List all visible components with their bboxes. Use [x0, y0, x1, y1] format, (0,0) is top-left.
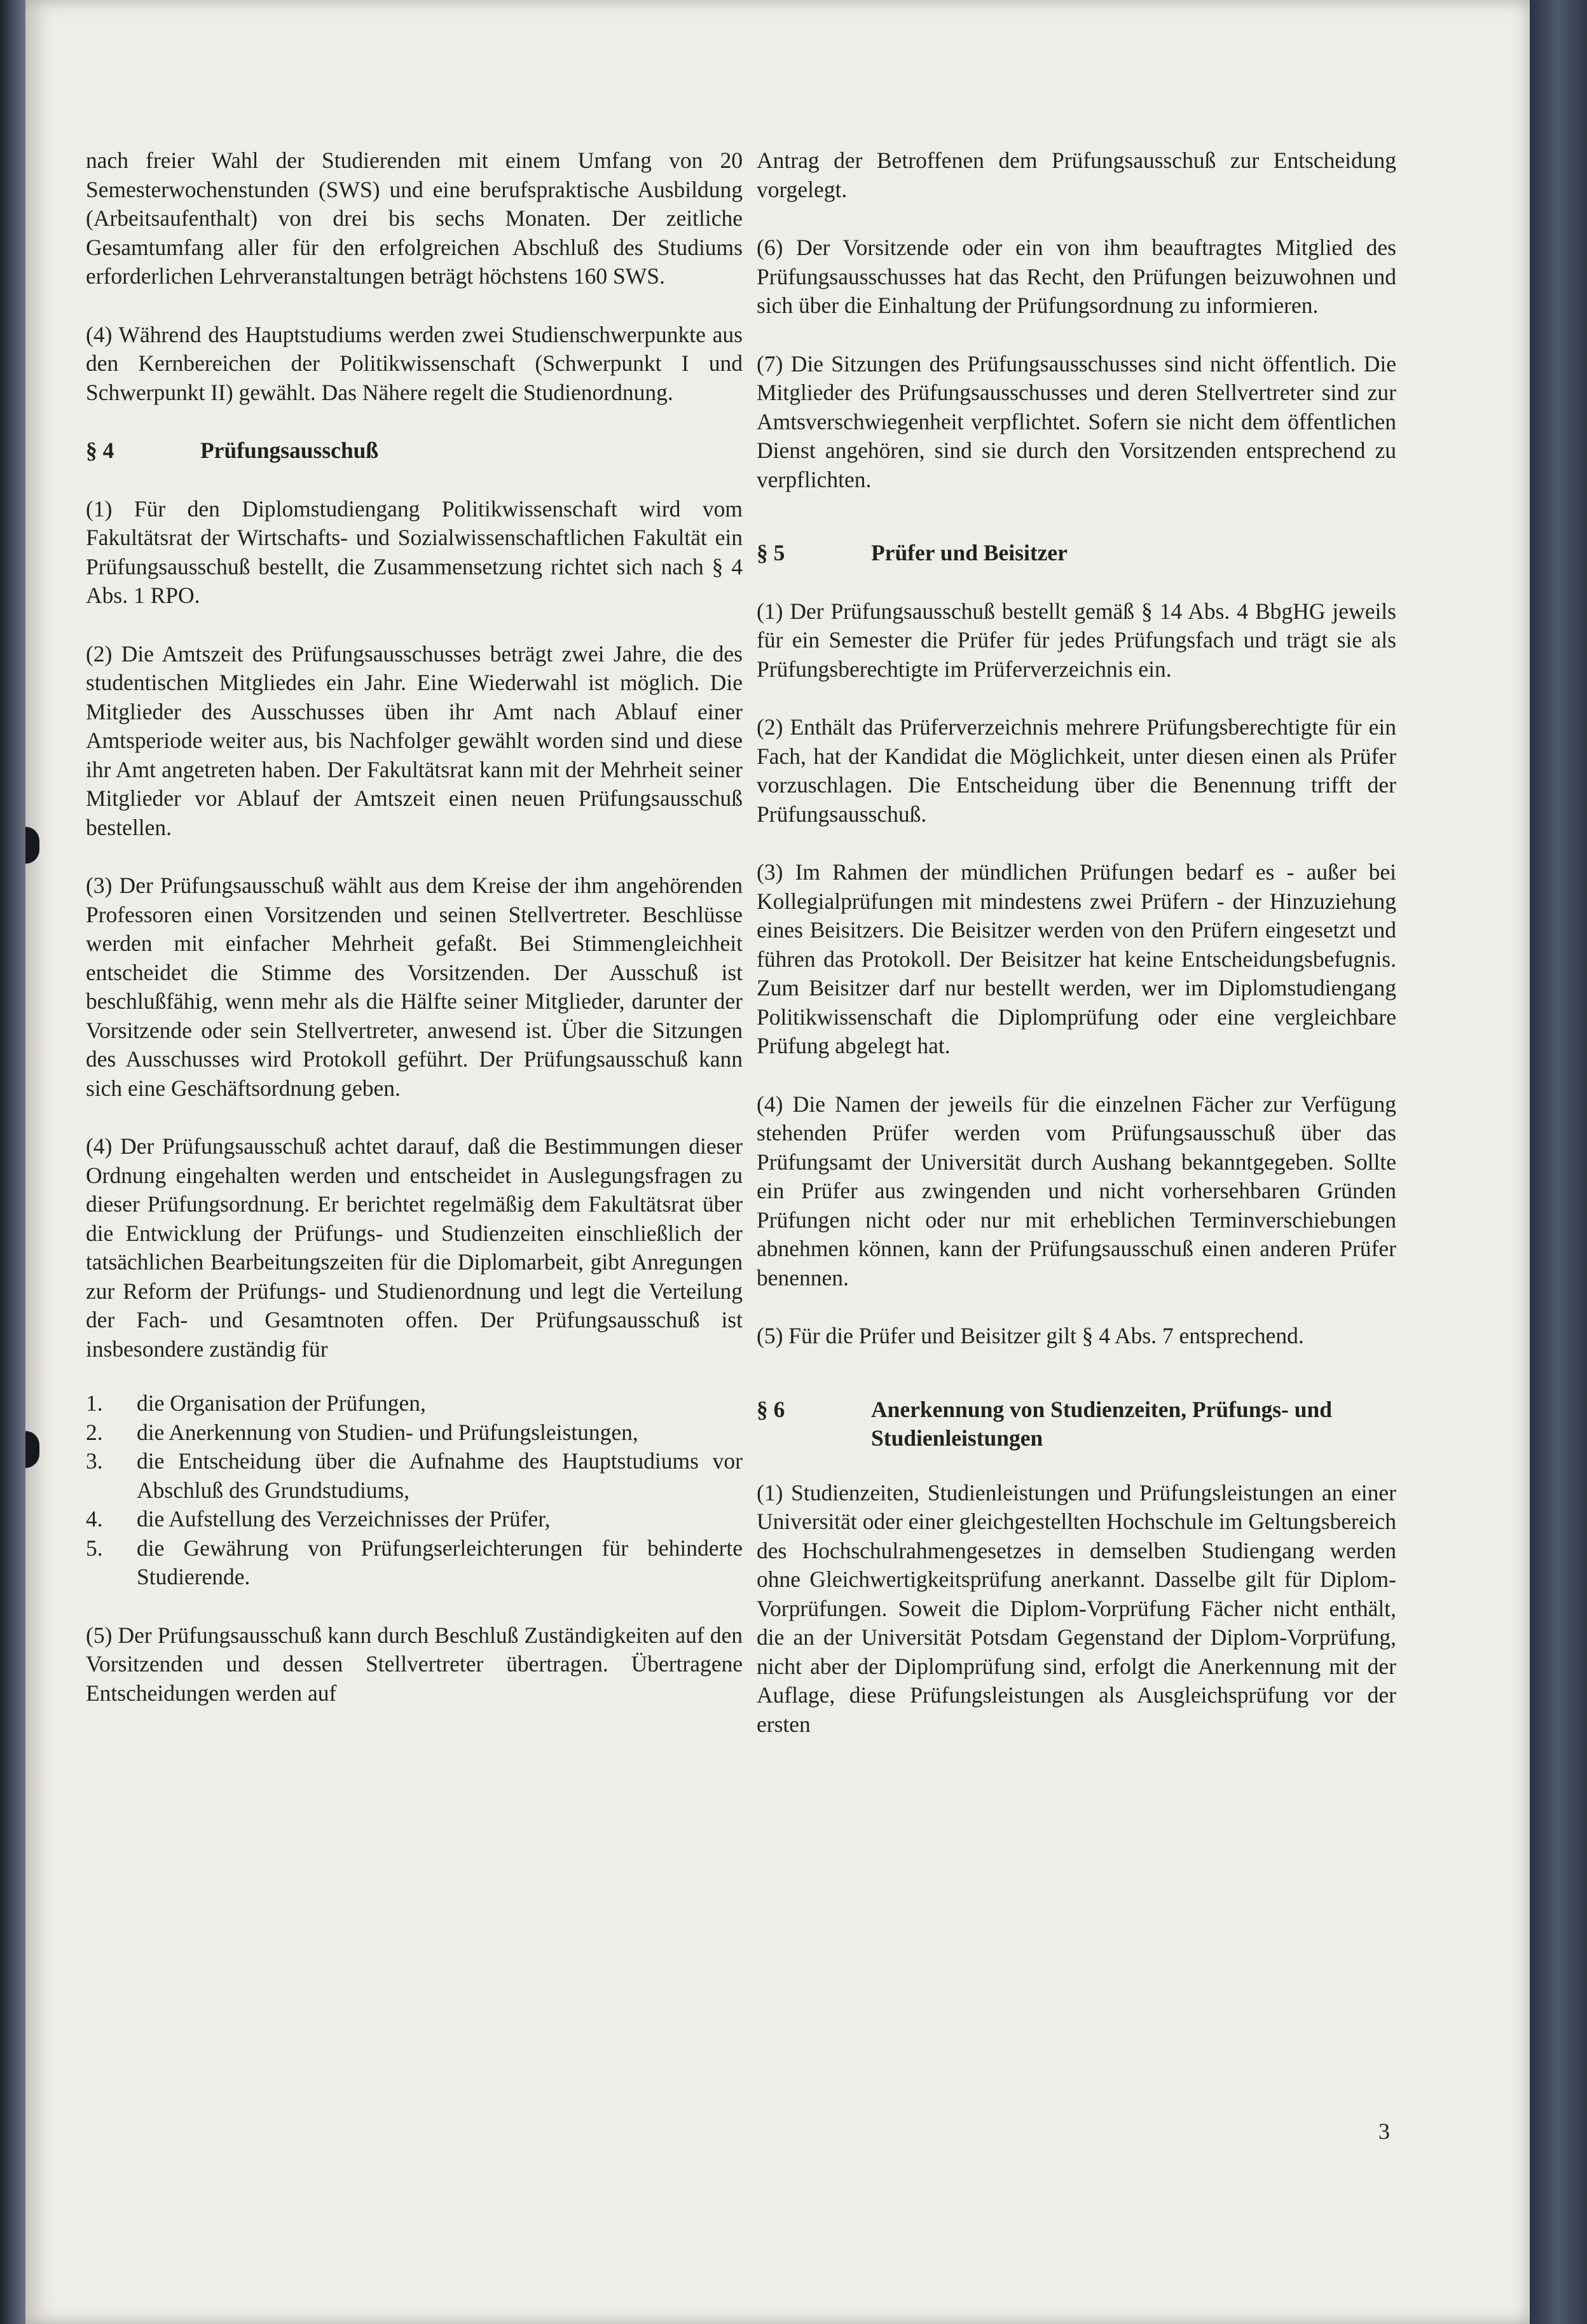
paragraph: (7) Die Sitzungen des Prüfungsausschusses sind nicht öffentlich. Die Mitglieder des Prüfungsausschusses und deren Stellvertreter sind zur Amtsverschwiegenheit verpflichtet. Sofern sie nicht dem öffentlichen Dienst angehören, sind sie durch den Vorsitzenden entsprechend zu verpflichten. — [757, 350, 1396, 492]
section-number: § 4 — [86, 438, 114, 463]
paragraph: (1) Der Prüfungsausschuß bestellt gemäß § 14 Abs. 4 BbgHG jeweils für ein Semester die Prüfer für jedes Prüfungsfach und trägt sie als Prüfungsberechtigte im Prüferverzeichnis ein. — [757, 598, 1396, 682]
section-heading-5 — [757, 539, 1396, 568]
section-title: Prüfer und Beisitzer — [871, 540, 1068, 565]
list-item: 5. die Gewährung von Prüfungserleichterungen für behinderte Studierende. — [86, 1535, 743, 1589]
paragraph: (6) Der Vorsitzende oder ein von ihm beauftragtes Mitglied des Prüfungsausschusses hat das Recht, den Prüfungen beizuwohnen und sich über die Einhaltung der Prüfungsordnung zu informieren. — [757, 235, 1396, 318]
binding-left-edge — [0, 0, 25, 2324]
section-number: § 5 — [757, 540, 785, 565]
list-item: 3. die Entscheidung über die Aufnahme des Hauptstudiums vor Abschluß des Grundstudiums, — [86, 1448, 743, 1503]
section-heading-4 — [86, 436, 743, 466]
paragraph: (2) Enthält das Prüferverzeichnis mehrere Prüfungsberechtigte für ein Fach, hat der Kandidat die Möglichkeit, unter diesen einen als Prüfer vorzuschlagen. Die Entscheidung über die Benennung trifft der Prüfungsausschuß. — [757, 714, 1396, 827]
list-item: 4. die Aufstellung des Verzeichnisses der Prüfer, — [86, 1506, 551, 1532]
paragraph: nach freier Wahl der Studierenden mit einem Umfang von 20 Semesterwochenstunden (SWS) und eine berufspraktische Ausbildung (Arbeitsaufenthalt) von drei bis sechs Monaten. Der zeitliche Gesamtumfang aller für den erfolgreichen Abschluß des Studiums erforderlichen Lehrveranstaltungen beträgt höchstens 160 SWS. — [86, 148, 743, 289]
book-cover-right-edge — [1530, 0, 1587, 2324]
paragraph: (2) Die Amtszeit des Prüfungsausschusses beträgt zwei Jahre, die des studentischen Mitgliedes ein Jahr. Eine Wiederwahl ist möglich. Die Mitglieder des Ausschusses üben ihr Amt nach Ablauf einer Amtsperiode weiter aus, bis Nachfolger gewählt worden sind und diese ihr Amt angetreten haben. Der Fakultätsrat kann mit der Mehrheit seiner Mitglieder vor Ablauf der Amtszeit einen neuen Prüfungsausschuß bestellen. — [86, 640, 743, 840]
enumerated-list — [86, 1389, 743, 1592]
paragraph: (4) Die Namen der jeweils für die einzelnen Fächer zur Verfügung stehenden Prüfer werden vom Prüfungsausschuß über das Prüfungsamt der Universität durch Aushang bekanntgegeben. Sollte ein Prüfer aus zwingenden und nicht vorhersehbaren Gründen Prüfungen nicht oder nur mit erheblichen Terminverschiebungen abnehmen können, kann der Prüfungsausschuß einen anderen Prüfer benennen. — [757, 1091, 1396, 1290]
section-heading-6 — [757, 1395, 1396, 1453]
right-column — [757, 146, 1396, 1768]
paragraph: (5) Der Prüfungsausschuß kann durch Beschluß Zuständigkeiten auf den Vorsitzenden und dessen Stellvertreter übertragen. Übertragene Entscheidungen werden auf — [86, 1622, 743, 1706]
paragraph: (3) Im Rahmen der mündlichen Prüfungen bedarf es - außer bei Kollegialprüfungen mit mindestens zwei Prüfern - der Hinzuziehung eines Beisitzers. Die Beisitzer werden von den Prüfern eingesetzt und führen das Protokoll. Der Beisitzer hat keine Entscheidungsbefugnis. Zum Beisitzer darf nur bestellt werden, wer im Diplomstudiengang Politikwissenschaft die Diplomprüfung oder eine vergleichbare Prüfung abgelegt hat. — [757, 859, 1396, 1058]
punch-hole-bottom — [25, 1431, 39, 1468]
section-number: § 6 — [757, 1396, 785, 1422]
paragraph: Antrag der Betroffenen dem Prüfungsausschuß zur Entscheidung vorgelegt. — [757, 148, 1396, 202]
paragraph: (1) Für den Diplomstudiengang Politikwissenschaft wird vom Fakultätsrat der Wirtschafts- und Sozialwissenschaftlichen Fakultät ein Prüfungsausschuß bestellt, die Zusammensetzung richtet sich nach § 4 Abs. 1 RPO. — [86, 495, 743, 608]
punch-hole-top — [25, 827, 39, 864]
section-title: Anerkennung von Studienzeiten, Prüfungs- und Studienleistungen — [871, 1396, 1332, 1451]
paragraph: (4) Der Prüfungsausschuß achtet darauf, daß die Bestimmungen dieser Ordnung eingehalten werden und entscheidet in Auslegungsfragen zu dieser Prüfungsordnung. Er berichtet regelmäßig dem Fakultätsrat über die Entwicklung der Prüfungs- und Studienzeiten einschließlich der tatsächlichen Bearbeitungszeiten für die Diplomarbeit, gibt Anregungen zur Reform der Prüfungs- und Studienordnung und legt die Verteilung der Fach- und Gesamtnoten offen. Der Prüfungsausschuß ist insbesondere zuständig für — [86, 1133, 743, 1362]
list-item: 2. die Anerkennung von Studien- und Prüfungsleistungen, — [86, 1419, 638, 1445]
paragraph: (5) Für die Prüfer und Beisitzer gilt § 4 Abs. 7 entsprechend. — [757, 1323, 1304, 1348]
list-item: 1. die Organisation der Prüfungen, — [86, 1390, 426, 1416]
paragraph: (1) Studienzeiten, Studienleistungen und Prüfungsleistungen an einer Universität oder einer gleichgestellten Hochschule im Geltungsbereich des Hochschulrahmengesetzes in demselben Studiengang werden ohne Gleichwertigkeitsprüfung anerkannt. Dasselbe gilt für Diplom-Vorprüfungen. Soweit die Diplom-Vorprüfung Fächer nicht enthält, die an der Universität Potsdam Gegenstand der Diplom-Vorprüfung, nicht aber der Diplomprüfung sind, erfolgt die Anerkennung mit der Auflage, diese Prüfungsleistungen als Ausgleichsprüfung vor der ersten — [757, 1479, 1396, 1737]
page-number: 3 — [1378, 2119, 1390, 2144]
section-title: Prüfungsausschuß — [200, 438, 379, 463]
document-page — [25, 0, 1530, 2324]
paragraph: (4) Während des Hauptstudiums werden zwei Studienschwerpunkte aus den Kernbereichen der Politikwissenschaft (Schwerpunkt I und Schwerpunkt II) gewählt. Das Nähere regelt die Studienordnung. — [86, 321, 743, 405]
left-column — [86, 146, 743, 1737]
paragraph: (3) Der Prüfungsausschuß wählt aus dem Kreise der ihm angehörenden Professoren einen Vorsitzenden und seinen Stellvertreter. Beschlüsse werden mit einfacher Mehrheit gefaßt. Bei Stimmengleichheit entscheidet die Stimme des Vorsitzenden. Der Ausschuß ist beschlußfähig, wenn mehr als die Hälfte seiner Mitglieder, darunter der Vorsitzende oder sein Stellvertreter, anwesend ist. Über die Sitzungen des Ausschusses wird Protokoll geführt. Der Prüfungsausschuß kann sich eine Geschäftsordnung geben. — [86, 873, 743, 1101]
